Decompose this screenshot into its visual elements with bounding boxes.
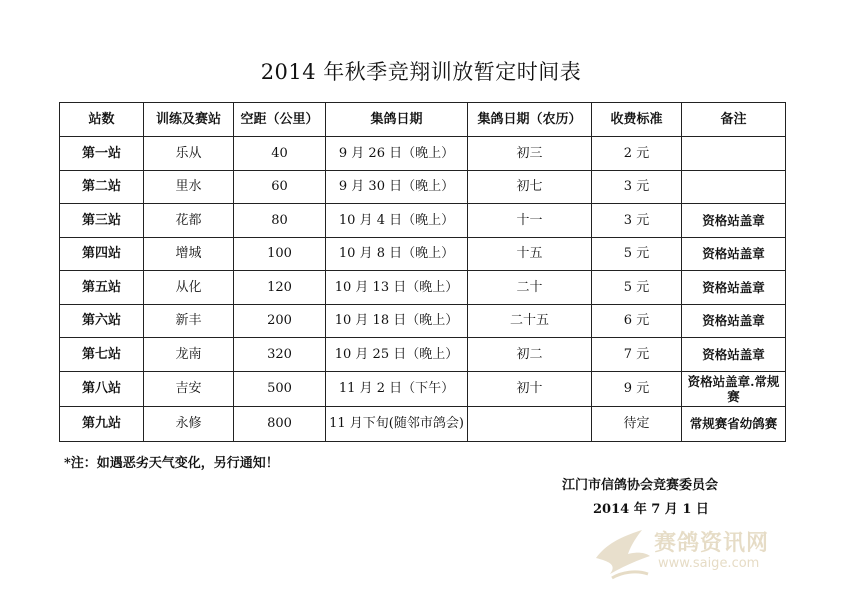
cell-distance: 60 [234,170,326,204]
header-remarks: 备注 [682,103,786,137]
cell-station-name: 新丰 [144,304,234,338]
cell-station-name: 乐从 [144,137,234,171]
table-row [60,137,786,171]
cell-station-number: 第三站 [60,204,144,238]
cell-station-number: 第八站 [60,371,144,406]
cell-fee: 9 元 [592,371,682,406]
cell-lunar-date: 十五 [468,237,592,271]
cell-collect-date: 10 月 13 日（晚上） [326,271,468,305]
header-station-number: 站数 [60,103,144,137]
watermark [584,522,824,590]
cell-collect-date: 10 月 18 日（晚上） [326,304,468,338]
cell-fee: 待定 [592,406,682,441]
cell-collect-date: 11 月 2 日（下午） [326,371,468,406]
signature-date: 2014 年 7 月 1 日 [593,502,709,517]
cell-remarks: 资格站盖章 [682,237,786,271]
cell-remarks: 常规赛省幼鸽赛 [682,406,786,441]
cell-lunar-date: 初二 [468,338,592,372]
cell-station-number: 第七站 [60,338,144,372]
watermark-url: www.saige.com [658,556,760,571]
cell-remarks [682,170,786,204]
cell-collect-date: 11 月下旬(随邻市鸽会) [326,406,468,441]
cell-fee: 5 元 [592,237,682,271]
cell-fee: 3 元 [592,204,682,238]
header-distance: 空距（公里） [234,103,326,137]
cell-lunar-date: 十一 [468,204,592,238]
cell-fee: 2 元 [592,137,682,171]
cell-fee: 6 元 [592,304,682,338]
header-fee: 收费标准 [592,103,682,137]
table-row [60,406,786,441]
cell-fee: 7 元 [592,338,682,372]
cell-remarks: 资格站盖章 [682,271,786,305]
cell-collect-date: 10 月 4 日（晚上） [326,204,468,238]
cell-station-number: 第二站 [60,170,144,204]
table-row [60,170,786,204]
cell-distance: 500 [234,371,326,406]
cell-fee: 5 元 [592,271,682,305]
cell-distance: 320 [234,338,326,372]
cell-station-number: 第五站 [60,271,144,305]
cell-remarks: 资格站盖章.常规赛 [682,371,786,406]
cell-remarks [682,137,786,171]
cell-station-number: 第六站 [60,304,144,338]
cell-distance: 800 [234,406,326,441]
cell-collect-date: 10 月 8 日（晚上） [326,237,468,271]
cell-remarks: 资格站盖章 [682,204,786,238]
table-header-row [60,103,786,137]
table-row [60,371,786,406]
cell-station-number: 第一站 [60,137,144,171]
table-row [60,204,786,238]
cell-station-name: 增城 [144,237,234,271]
cell-station-name: 里水 [144,170,234,204]
cell-lunar-date: 二十五 [468,304,592,338]
cell-station-name: 永修 [144,406,234,441]
table-row [60,338,786,372]
cell-lunar-date: 初十 [468,371,592,406]
header-station-name: 训练及赛站 [144,103,234,137]
cell-remarks: 资格站盖章 [682,304,786,338]
cell-distance: 40 [234,137,326,171]
cell-distance: 120 [234,271,326,305]
cell-collect-date: 10 月 25 日（晚上） [326,338,468,372]
cell-distance: 80 [234,204,326,238]
cell-fee: 3 元 [592,170,682,204]
cell-station-name: 从化 [144,271,234,305]
cell-station-number: 第四站 [60,237,144,271]
cell-collect-date: 9 月 26 日（晚上） [326,137,468,171]
cell-lunar-date: 二十 [468,271,592,305]
cell-lunar-date: 初三 [468,137,592,171]
watermark-text: 赛鸽资讯网 [654,531,770,556]
cell-station-name: 吉安 [144,371,234,406]
cell-collect-date: 9 月 30 日（晚上） [326,170,468,204]
table-row [60,304,786,338]
schedule-table [59,102,786,442]
cell-lunar-date [468,406,592,441]
cell-remarks: 资格站盖章 [682,338,786,372]
table-row [60,271,786,305]
signature-org: 江门市信鸽协会竞赛委员会 [562,478,719,493]
cell-station-number: 第九站 [60,406,144,441]
page-title: 2014 年秋季竞翔训放暂定时间表 [260,60,582,84]
header-lunar-date: 集鸽日期（农历） [468,103,592,137]
cell-distance: 100 [234,237,326,271]
cell-station-name: 龙南 [144,338,234,372]
table-row [60,237,786,271]
cell-lunar-date: 初七 [468,170,592,204]
footnote: *注：如遇恶劣天气变化，另行通知！ [64,456,279,471]
cell-station-name: 花都 [144,204,234,238]
header-collect-date: 集鸽日期 [326,103,468,137]
cell-distance: 200 [234,304,326,338]
pigeon-logo-icon [590,522,656,588]
